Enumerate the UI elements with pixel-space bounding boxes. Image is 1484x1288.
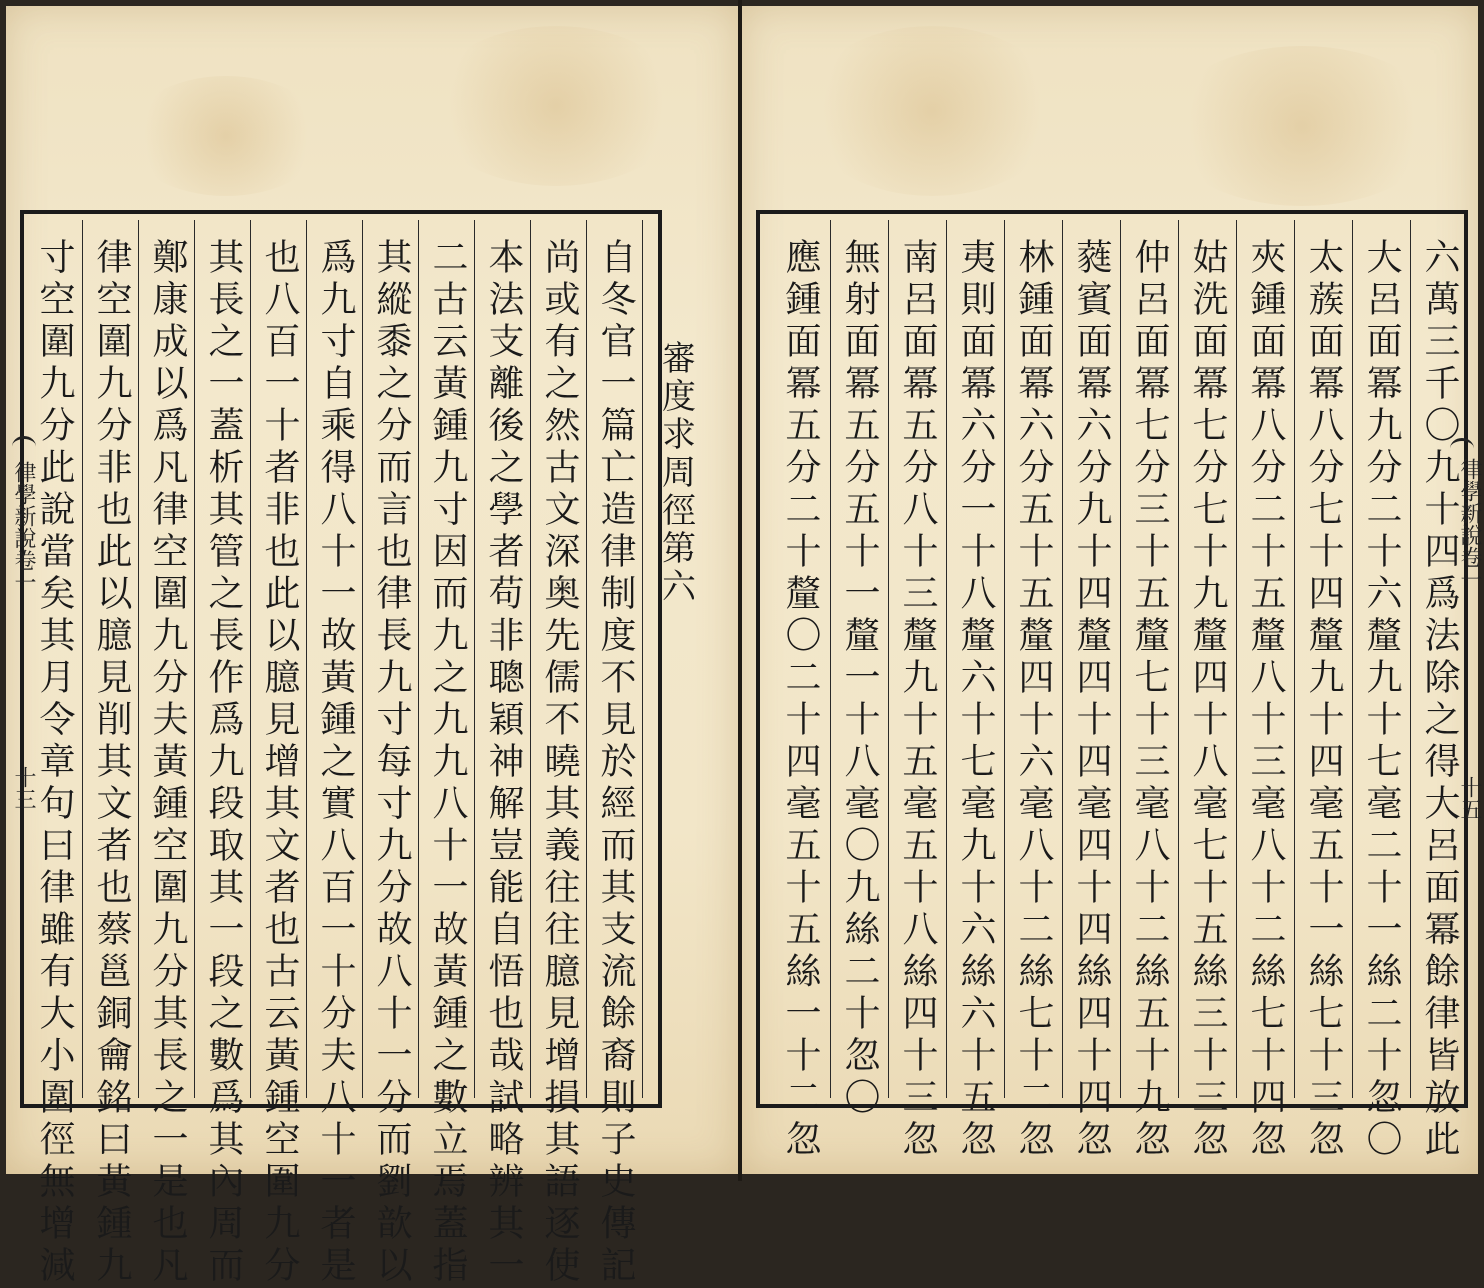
text-column: 二古云黃鍾九寸因而九之九九八十一故黃鍾之數立焉蓋指 — [418, 220, 475, 1098]
text-column: 蕤賓面冪六分九十四釐四十四毫四十四絲四十四忽 — [1062, 220, 1119, 1098]
page-number: 十三 — [11, 766, 36, 810]
edge-label: 律學新說卷一 — [11, 461, 36, 593]
text-column: 南呂面冪五分八十三釐九十五毫五十八絲四十三忽 — [888, 220, 945, 1098]
text-column: 六萬三千〇九十四爲法除之得大呂面冪餘律皆放此 — [1410, 220, 1467, 1098]
text-column: 尚或有之然古文深奥先儒不曉其義往往臆見增損其語逐使 — [530, 220, 587, 1098]
text-column: 寸空圍九分此說當矣其月令章句曰律雖有大小圍徑無增減 — [34, 238, 75, 1288]
paper-stain — [426, 26, 686, 186]
fold-mark — [1450, 438, 1474, 459]
text-column: 大呂面冪九分二十六釐九十七毫二十一絲二十忽〇 — [1352, 220, 1409, 1098]
text-column: 爲九寸自乘得八十一故黃鍾之實八百一十分夫八十一者是 — [306, 220, 363, 1098]
text-column: 無射面冪五分五十一釐一十八毫〇九絲二十忽〇 — [830, 220, 887, 1098]
text-column: 太蔟面冪八分七十四釐九十四毫五十一絲七十三忽 — [1294, 220, 1351, 1098]
text-frame-right — [756, 210, 1468, 1162]
text-column: 應鍾面冪五分二十釐〇二十四毫五十五絲一十二忽 — [780, 238, 821, 1162]
paper-stain — [126, 76, 326, 196]
left-page — [6, 6, 738, 1288]
paper-stain — [1162, 46, 1442, 206]
text-column: 夷則面冪六分一十八釐六十七毫九十六絲六十五忽 — [946, 220, 1003, 1098]
text-column: 鄭康成以爲凡律空圍九分夫黃鍾空圍九分其長之一是也凡 — [138, 220, 195, 1098]
text-column: 其長之一蓋析其管之長作爲九段取其一段之數爲其內周而 — [194, 220, 251, 1098]
text-column: 其縱黍之分而言也律長九寸每寸九分故八十一分而劉歆以 — [362, 220, 419, 1098]
text-column: 律空圍九分非也此以臆見削其文者也蔡邕銅龠銘曰黃鍾九 — [82, 220, 139, 1098]
section-title: 審度求周徑第六 — [655, 340, 696, 606]
paper-stain — [802, 26, 1062, 196]
text-column: 姑洗面冪七分七十九釐四十八毫七十五絲三十三忽 — [1178, 220, 1235, 1098]
right-page — [742, 6, 1482, 1174]
text-column: 自冬官一篇亡造律制度不見於經而其支流餘裔則子史傳記 — [586, 220, 643, 1098]
page-number: 十五 — [1457, 776, 1482, 820]
text-column: 仲呂面冪七分三十五釐七十三毫八十二絲五十九忽 — [1120, 220, 1177, 1098]
text-column: 夾鍾面冪八分二十五釐八十三毫八十二絲七十四忽 — [1236, 220, 1293, 1098]
fold-mark — [12, 436, 36, 457]
text-column: 本法支離後之學者苟非聰穎神解豈能自悟也哉試略辨其一 — [474, 220, 531, 1098]
edge-label: 律學新說卷一 — [1457, 458, 1482, 590]
text-column: 也八百一十者非也此以臆見增其文者也古云黃鍾空圍九分 — [250, 220, 307, 1098]
text-frame-left — [20, 210, 662, 1288]
text-column: 林鍾面冪六分五十五釐四十六毫八十二絲七十二忽 — [1004, 220, 1061, 1098]
